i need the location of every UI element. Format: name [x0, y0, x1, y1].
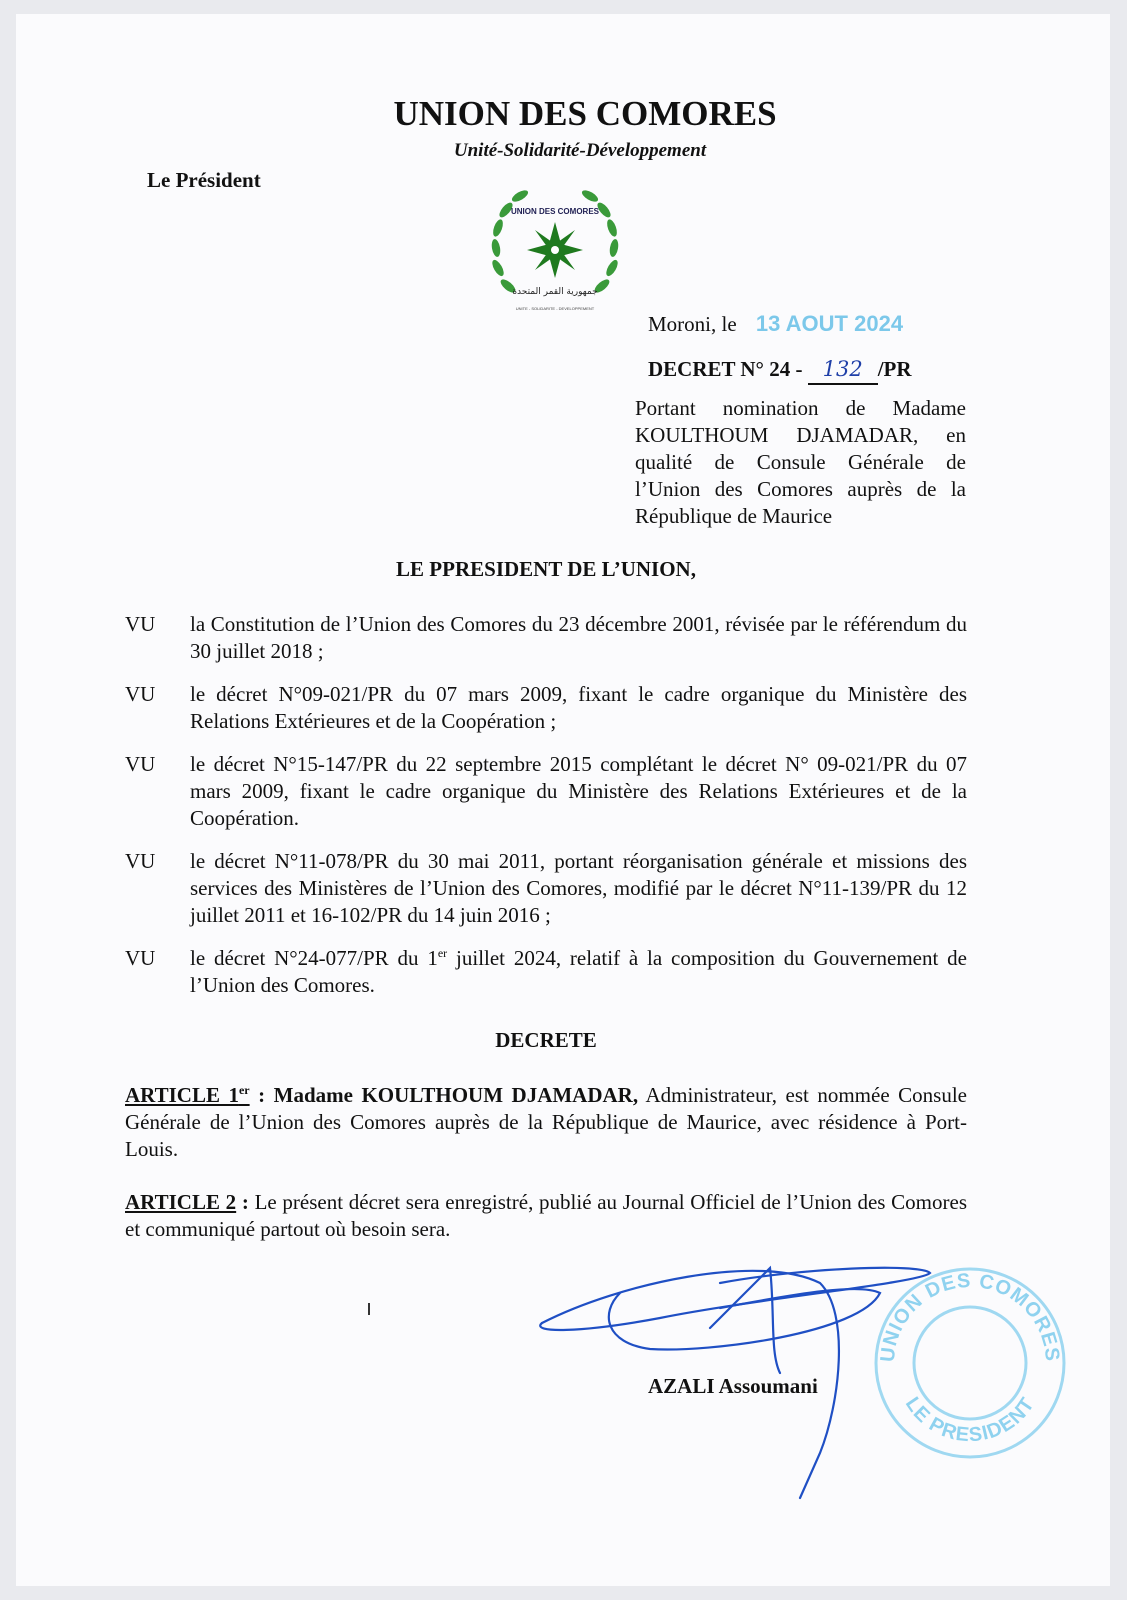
article-1: ARTICLE 1er : Madame KOULTHOUM DJAMADAR, Administrateur, est nommée Consule Générale de l’Union des Comores auprès de la République de Maurice, avec résidence à Port-Louis. [125, 1083, 967, 1161]
consideration-item: VU la Constitution de l’Union des Comores du 23 décembre 2001, révisée par le référendum du 30 juillet 2018 ; [125, 612, 967, 663]
decree-subject: Portant nomination de Madame KOULTHOUM DJAMADAR, en qualité de Consule Générale de l’Union des Comores auprès de la République de Maurice [635, 396, 966, 528]
decree-body [125, 395, 1064, 1513]
preamble-heading: LE PPRESIDENT DE L’UNION, [396, 557, 696, 581]
consideration-item: VU le décret N°11-078/PR du 30 mai 2011, portant réorganisation générale et missions des services des Ministères de l’Union des Comores, modifié par le décret N°11-139/PR du 12 juillet 2011 et 16-102/PR du 14 juin 2016 ; [125, 849, 967, 927]
national-emblem [482, 178, 628, 318]
signature-block [125, 1253, 1064, 1513]
svg-text:UNION DES COMORES [877, 1270, 1064, 1363]
emblem-top-text: UNION DES COMORES [510, 207, 600, 216]
consideration-item: VU le décret N°24-077/PR du 1er juillet 2024, relatif à la composition du Gouvernement de l’Union des Comores. [125, 946, 967, 997]
decrete-heading: DECRETE [495, 1028, 597, 1052]
consideration-item: VU le décret N°09-021/PR du 07 mars 2009, fixant le cadre organique du Ministère des Relations Extérieures et de la Coopération ; [125, 682, 967, 733]
presidential-seal [870, 1263, 1070, 1463]
office-label: Le Président [147, 168, 261, 192]
emblem-bottom-text: UNITE - SOLIDARITE - DEVELOPPEMENT [515, 306, 595, 311]
place-date [648, 310, 903, 338]
seal-bottom-text: LE PRESIDENT [900, 1393, 1040, 1447]
consideration-item: VU le décret N°15-147/PR du 22 septembre 2015 complétant le décret N° 09-021/PR du 07 mars 2009, fixant le cadre organique du Ministère des Relations Extérieures et de la Coopération. [125, 752, 967, 830]
decree-number: DECRET N° 24 - 132 /PR [648, 356, 912, 385]
emblem-arabic-text: جمهورية القمر المتحدة [512, 287, 598, 297]
handwritten-decree-number: 132 [808, 356, 878, 385]
place-label: Moroni, le [648, 312, 737, 336]
date-stamp: 13 AOUT 2024 [755, 311, 904, 336]
stray-mark [368, 1303, 370, 1315]
motto: Unité-Solidarité-Développement [453, 140, 707, 161]
article-2: ARTICLE 2 : Le présent décret sera enregistré, publié au Journal Officiel de l’Union des Comores et communiqué partout où besoin sera. [125, 1190, 968, 1241]
country-title: UNION DES COMORES [393, 94, 777, 133]
signatory-name: AZALI Assoumani [648, 1374, 818, 1398]
seal-top-text: UNION DES COMORES [876, 1269, 1064, 1363]
